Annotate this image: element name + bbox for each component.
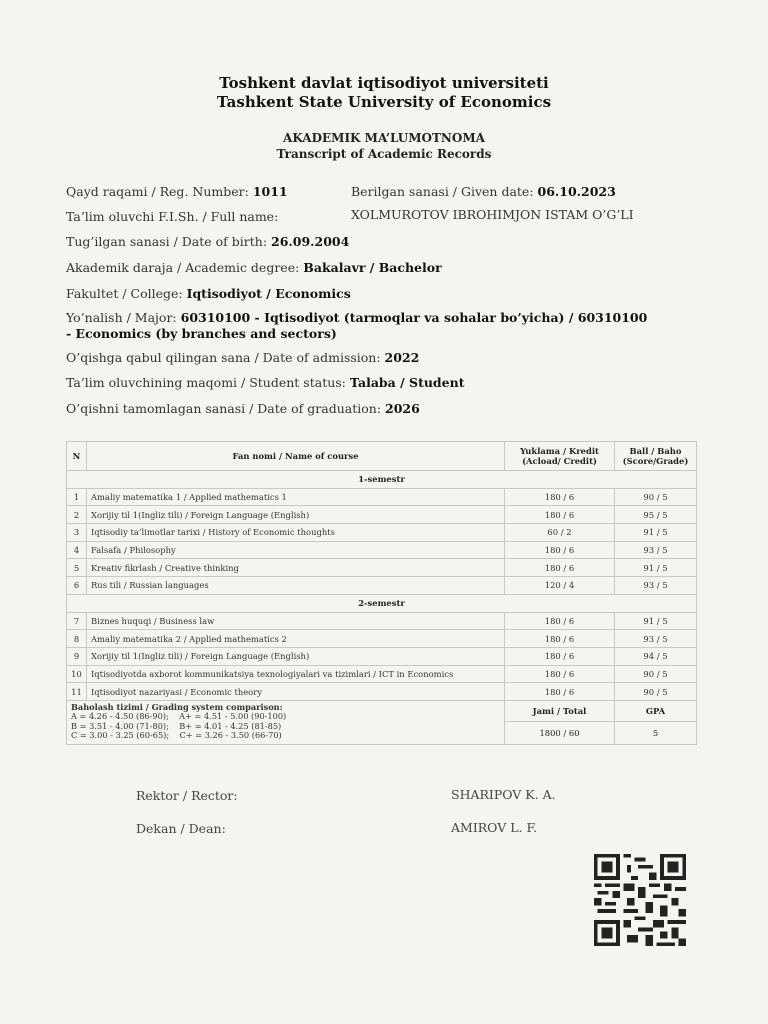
semester-1-title: 1-semestr xyxy=(67,471,697,489)
row-n: 10 xyxy=(67,665,87,683)
admission-label: O’qishga qabul qilingan sana / Date of admission: xyxy=(66,350,381,365)
given-date-value: 06.10.2023 xyxy=(537,184,616,199)
row-score: 91 / 5 xyxy=(615,524,697,542)
dob-label: Tug’ilgan sanasi / Date of birth: xyxy=(66,234,268,249)
status-field xyxy=(66,375,464,390)
grading-title: Baholash tizimi / Grading system comparison: xyxy=(71,701,283,712)
header-course: Fan nomi / Name of course xyxy=(87,442,505,471)
admission-field xyxy=(66,350,419,365)
university-name-en: Tashkent State University of Economics xyxy=(216,93,552,111)
grades-table xyxy=(66,441,697,745)
row-score: 90 / 5 xyxy=(615,665,697,683)
row-course: Amaliy matematika 1 / Applied mathematics 1 xyxy=(87,488,505,506)
row-n: 8 xyxy=(67,630,87,648)
row-credit: 180 / 6 xyxy=(505,683,615,701)
table-row xyxy=(67,577,697,595)
row-n: 5 xyxy=(67,559,87,577)
row-n: 11 xyxy=(67,683,87,701)
row-credit: 120 / 4 xyxy=(505,577,615,595)
degree-label: Akademik daraja / Academic degree: xyxy=(66,260,300,275)
table-row xyxy=(67,506,697,524)
dean-name: AMIROV L. F. xyxy=(451,820,538,835)
row-score: 93 / 5 xyxy=(615,630,697,648)
row-score: 91 / 5 xyxy=(615,559,697,577)
college-label: Fakultet / College: xyxy=(66,286,183,301)
college-value: Iqtisodiyot / Economics xyxy=(186,286,351,301)
table-row xyxy=(67,683,697,701)
total-label: Jami / Total xyxy=(505,700,615,721)
row-course: Rus tili / Russian languages xyxy=(87,577,505,595)
table-row xyxy=(67,647,697,665)
graduation-value: 2026 xyxy=(385,401,420,416)
document-title-uz: AKADEMIK MA’LUMOTNOMA xyxy=(283,131,485,145)
row-n: 9 xyxy=(67,647,87,665)
row-course: Falsafa / Philosophy xyxy=(87,541,505,559)
grading-line-2: B = 3.51 - 4.00 (71-80); B+ = 4.01 - 4.25 (81-85) xyxy=(71,720,282,731)
given-date-label: Berilgan sanasi / Given date: xyxy=(351,184,534,199)
reg-number-field xyxy=(66,184,288,199)
row-credit: 180 / 6 xyxy=(505,488,615,506)
header-score: Ball / Baho (Score/Grade) xyxy=(615,442,697,471)
row-n: 1 xyxy=(67,488,87,506)
row-course: Amaliy matematika 2 / Applied mathematics 2 xyxy=(87,630,505,648)
row-n: 4 xyxy=(67,541,87,559)
given-date-field xyxy=(351,184,616,199)
row-score: 94 / 5 xyxy=(615,647,697,665)
rector-label: Rektor / Rector: xyxy=(136,788,238,803)
row-n: 2 xyxy=(67,506,87,524)
status-value: Talaba / Student xyxy=(349,375,465,390)
graduation-label: O’qishni tamomlagan sanasi / Date of graduation: xyxy=(66,401,382,416)
row-score: 91 / 5 xyxy=(615,612,697,630)
semester-1-row xyxy=(67,471,697,489)
grading-line-1: A = 4.26 - 4.50 (86-90); A+ = 4.51 - 5.00 (90-100) xyxy=(71,711,287,722)
row-n: 3 xyxy=(67,524,87,542)
table-row xyxy=(67,559,697,577)
table-row xyxy=(67,541,697,559)
row-score: 90 / 5 xyxy=(615,488,697,506)
row-credit: 180 / 6 xyxy=(505,541,615,559)
dob-value: 26.09.2004 xyxy=(271,234,350,249)
document-title-en: Transcript of Academic Records xyxy=(276,147,492,161)
gpa-label: GPA xyxy=(615,700,697,721)
row-n: 6 xyxy=(67,577,87,595)
reg-number-value: 1011 xyxy=(252,184,288,199)
row-course: Biznes huquqi / Business law xyxy=(87,612,505,630)
degree-value: Bakalavr / Bachelor xyxy=(303,260,442,275)
status-label: Ta’lim oluvchining maqomi / Student status: xyxy=(66,375,346,390)
grading-system xyxy=(67,700,505,744)
row-score: 90 / 5 xyxy=(615,683,697,701)
row-course: Iqtisodiyotda axborot kommunikatsiya texnologiyalari va tizimlari / ICT in Economics xyxy=(87,665,505,683)
full-name-value: XOLMUROTOV IBROHIMJON ISTAM O’G’LI xyxy=(351,207,634,222)
dob-field xyxy=(66,234,349,249)
semester-2-title: 2-semestr xyxy=(67,594,697,612)
header-credit: Yuklama / Kredit (Acload/ Credit) xyxy=(505,442,615,471)
gpa-value: 5 xyxy=(615,721,697,744)
table-row xyxy=(67,488,697,506)
total-value: 1800 / 60 xyxy=(505,721,615,744)
row-credit: 180 / 6 xyxy=(505,612,615,630)
semester-2-row xyxy=(67,594,697,612)
row-score: 93 / 5 xyxy=(615,577,697,595)
row-score: 95 / 5 xyxy=(615,506,697,524)
row-credit: 180 / 6 xyxy=(505,665,615,683)
header-n: N xyxy=(67,442,87,471)
table-row xyxy=(67,665,697,683)
row-course: Iqtisodiyot nazariyasi / Economic theory xyxy=(87,683,505,701)
row-score: 93 / 5 xyxy=(615,541,697,559)
row-credit: 180 / 6 xyxy=(505,506,615,524)
row-credit: 180 / 6 xyxy=(505,559,615,577)
reg-number-label: Qayd raqami / Reg. Number: xyxy=(66,184,249,199)
dean-label: Dekan / Dean: xyxy=(136,821,226,836)
full-name-label: Ta’lim oluvchi F.I.Sh. / Full name: xyxy=(66,209,279,224)
row-course: Xorijiy til 1(Ingliz tili) / Foreign Language (English) xyxy=(87,506,505,524)
table-row xyxy=(67,524,697,542)
rector-name: SHARIPOV K. A. xyxy=(451,787,556,802)
grading-line-3: C = 3.00 - 3.25 (60-65); C+ = 3.26 - 3.50 (66-70) xyxy=(71,730,282,741)
qr-code-icon xyxy=(594,854,686,946)
row-course: Kreativ fikrlash / Creative thinking xyxy=(87,559,505,577)
major-value: 60310100 - Iqtisodiyot (tarmoqlar va sohalar bo’yicha) / 60310100 - Economics (by branches and sectors) xyxy=(66,310,648,341)
university-name-uz: Toshkent davlat iqtisodiyot universiteti xyxy=(219,74,549,92)
row-course: Xorijiy til 1(Ingliz tili) / Foreign Language (English) xyxy=(87,647,505,665)
row-course: Iqtisodiy ta’limotlar tarixi / History of Economic thoughts xyxy=(87,524,505,542)
table-row xyxy=(67,630,697,648)
college-field xyxy=(66,286,351,301)
table-row xyxy=(67,612,697,630)
row-credit: 60 / 2 xyxy=(505,524,615,542)
row-n: 7 xyxy=(67,612,87,630)
degree-field xyxy=(66,260,442,275)
totals-header-row xyxy=(67,700,697,721)
row-credit: 180 / 6 xyxy=(505,630,615,648)
major-label: Yo’nalish / Major: xyxy=(66,310,177,325)
graduation-field xyxy=(66,401,420,416)
row-credit: 180 / 6 xyxy=(505,647,615,665)
table-header-row xyxy=(67,442,697,471)
admission-value: 2022 xyxy=(384,350,420,365)
major-field xyxy=(66,310,656,342)
